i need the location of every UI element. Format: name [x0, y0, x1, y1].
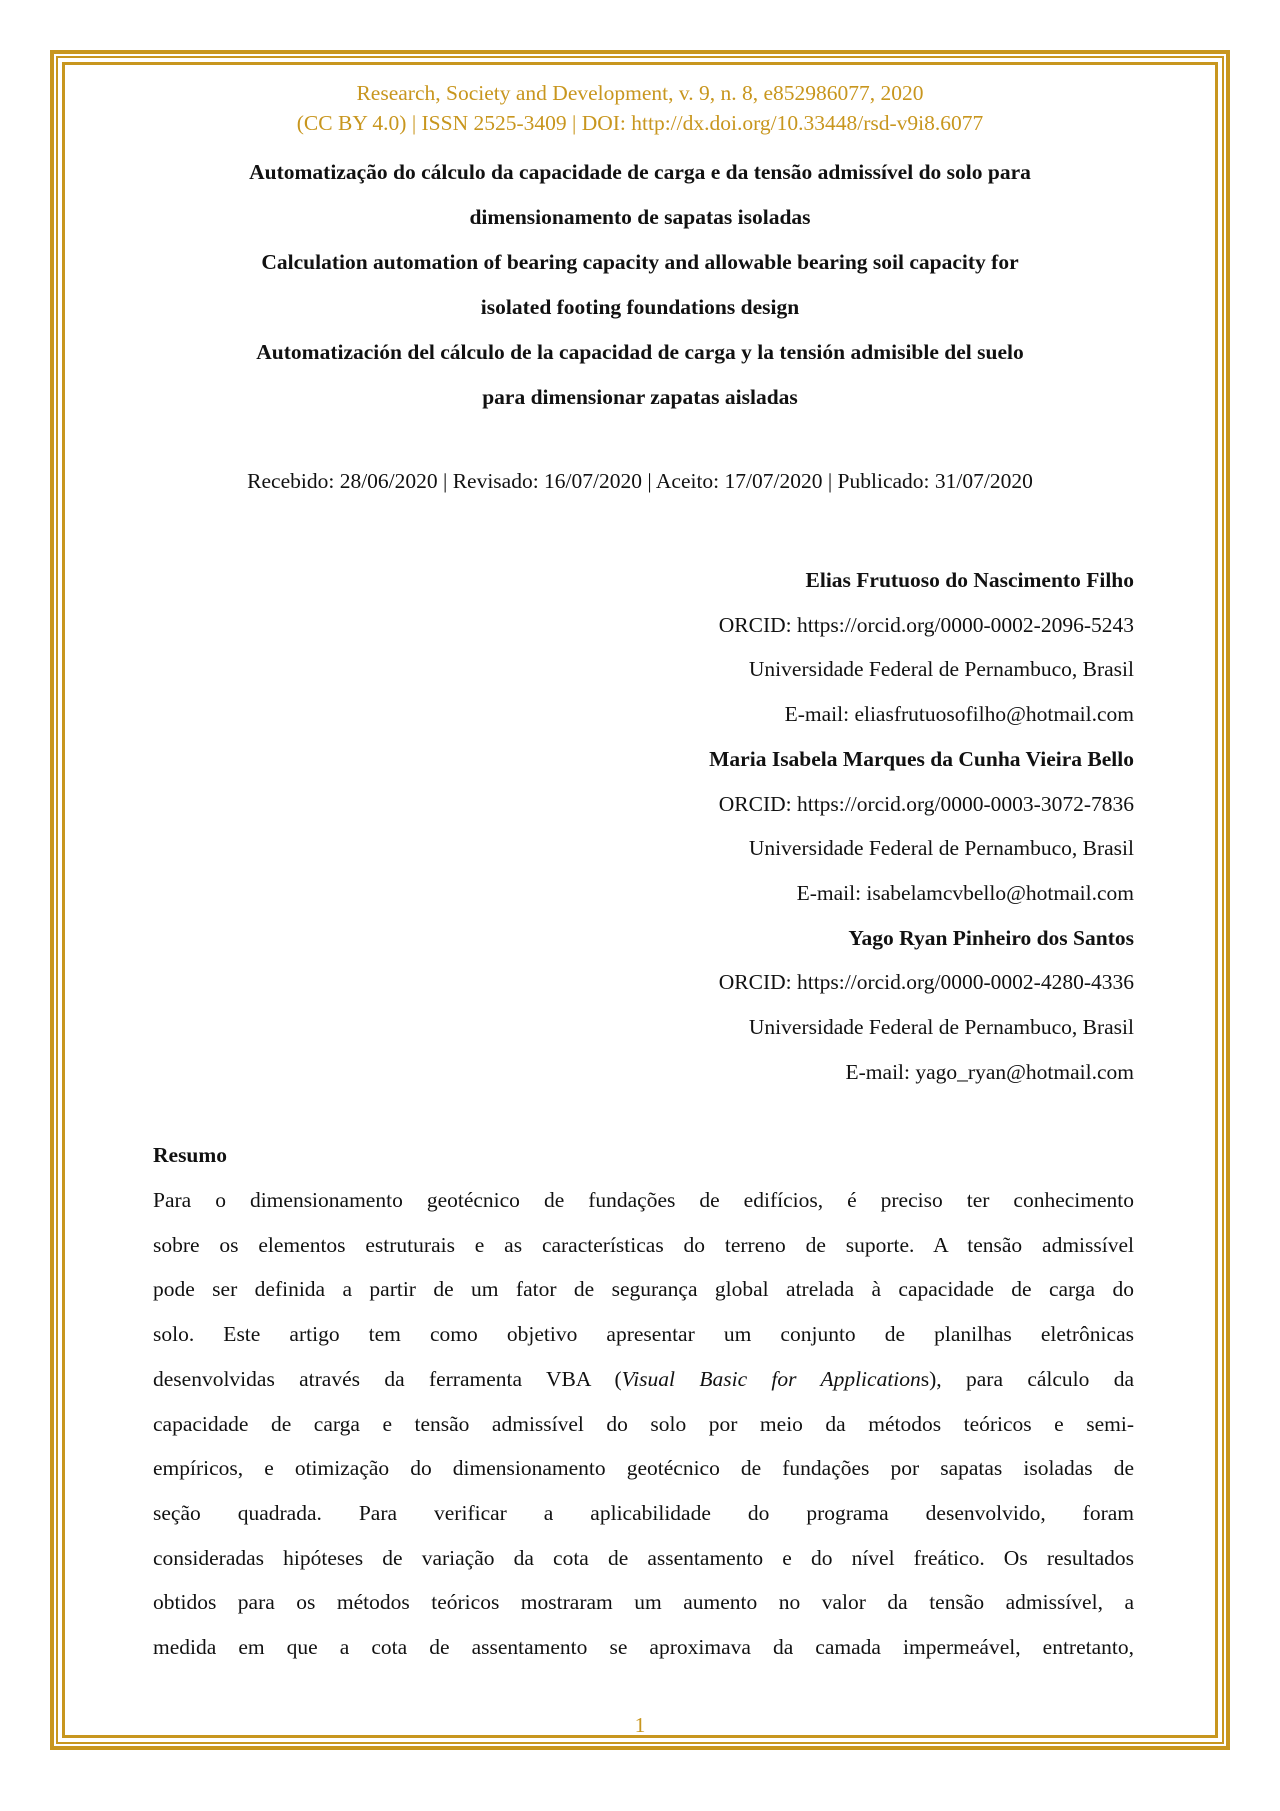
author-list [709, 558, 1134, 1094]
abstract-line: medida em que a cota de assentamento se aproximava da camada impermeável, entretanto, [153, 1635, 1134, 1660]
author-affiliation: Universidade Federal de Pernambuco, Brasil [748, 657, 1134, 682]
author-orcid[interactable]: ORCID: https://orcid.org/0000-0002-2096-5243 [718, 612, 1134, 637]
author-orcid[interactable]: ORCID: https://orcid.org/0000-0003-3072-7836 [718, 791, 1134, 816]
page-number: 1 [634, 1713, 646, 1737]
abstract-line: Para o dimensionamento geotécnico de fundações de edifícios, é preciso ter conhecimento [153, 1188, 1134, 1212]
abstract-text: s), para cálculo da [920, 1366, 1135, 1391]
abstract-line: sobre os elementos estruturais e as características do terreno de suporte. A tensão admissível [153, 1232, 1134, 1257]
author-name: Maria Isabela Marques da Cunha Vieira Bello [709, 746, 1134, 771]
article-titles [150, 150, 1130, 420]
abstract-line: consideradas hipóteses de variação da cota de assentamento e do nível freático. Os resultados [153, 1545, 1134, 1570]
author-affiliation: Universidade Federal de Pernambuco, Brasil [748, 836, 1134, 861]
abstract-body [153, 1178, 1134, 1670]
author-name: Elias Frutuoso do Nascimento Filho [805, 568, 1134, 592]
author-name: Yago Ryan Pinheiro dos Santos [848, 925, 1134, 950]
abstract-line: pode ser definida a partir de um fator de segurança global atrelada à capacidade de carga do [153, 1277, 1134, 1302]
abstract-heading: Resumo [153, 1143, 228, 1167]
title-english-line1: Calculation automation of bearing capacity and allowable bearing soil capacity for [261, 250, 1019, 274]
journal-license-doi: (CC BY 4.0) | ISSN 2525-3409 | DOI: http://dx.doi.org/10.33448/rsd-v9i8.6077 [296, 111, 984, 135]
author-email[interactable]: E-mail: isabelamcvbello@hotmail.com [796, 880, 1134, 905]
author-email[interactable]: E-mail: yago_ryan@hotmail.com [845, 1059, 1134, 1084]
journal-citation: Research, Society and Development, v. 9, n. 8, e852986077, 2020 [356, 81, 924, 105]
abstract-line: empíricos, e otimização do dimensionamento geotécnico de fundações por sapatas isoladas de [153, 1456, 1134, 1481]
abstract-text: desenvolvidas através da ferramenta VBA ( [153, 1366, 622, 1391]
title-spanish-line2: para dimensionar zapatas aisladas [482, 385, 798, 409]
abstract-line [153, 1357, 1134, 1402]
abstract-line: solo. Este artigo tem como objetivo apresentar um conjunto de planilhas eletrônicas [153, 1322, 1134, 1347]
publication-dates: Recebido: 28/06/2020 | Revisado: 16/07/2020 | Aceito: 17/07/2020 | Publicado: 31/07/2020 [247, 469, 1033, 493]
title-portuguese-line2: dimensionamento de sapatas isoladas [469, 205, 811, 229]
author-orcid[interactable]: ORCID: https://orcid.org/0000-0002-4280-4336 [718, 970, 1134, 995]
author-affiliation: Universidade Federal de Pernambuco, Brasil [748, 1015, 1134, 1040]
title-spanish-line1: Automatización del cálculo de la capacidad de carga y la tensión admisible del suelo [256, 340, 1024, 364]
title-portuguese-line1: Automatização do cálculo da capacidade de carga e da tensão admissível do solo para [249, 160, 1031, 184]
abstract-line: seção quadrada. Para verificar a aplicabilidade do programa desenvolvido, foram [153, 1500, 1134, 1525]
title-english-line2: isolated footing foundations design [480, 295, 800, 319]
abstract-italic-term: Visual Basic for Application [621, 1366, 921, 1391]
abstract-line: obtidos para os métodos teóricos mostraram um aumento no valor da tensão admissível, a [153, 1590, 1134, 1615]
abstract-line: capacidade de carga e tensão admissível do solo por meio da métodos teóricos e semi- [153, 1411, 1134, 1436]
author-email[interactable]: E-mail: eliasfrutuosofilho@hotmail.com [784, 702, 1134, 727]
